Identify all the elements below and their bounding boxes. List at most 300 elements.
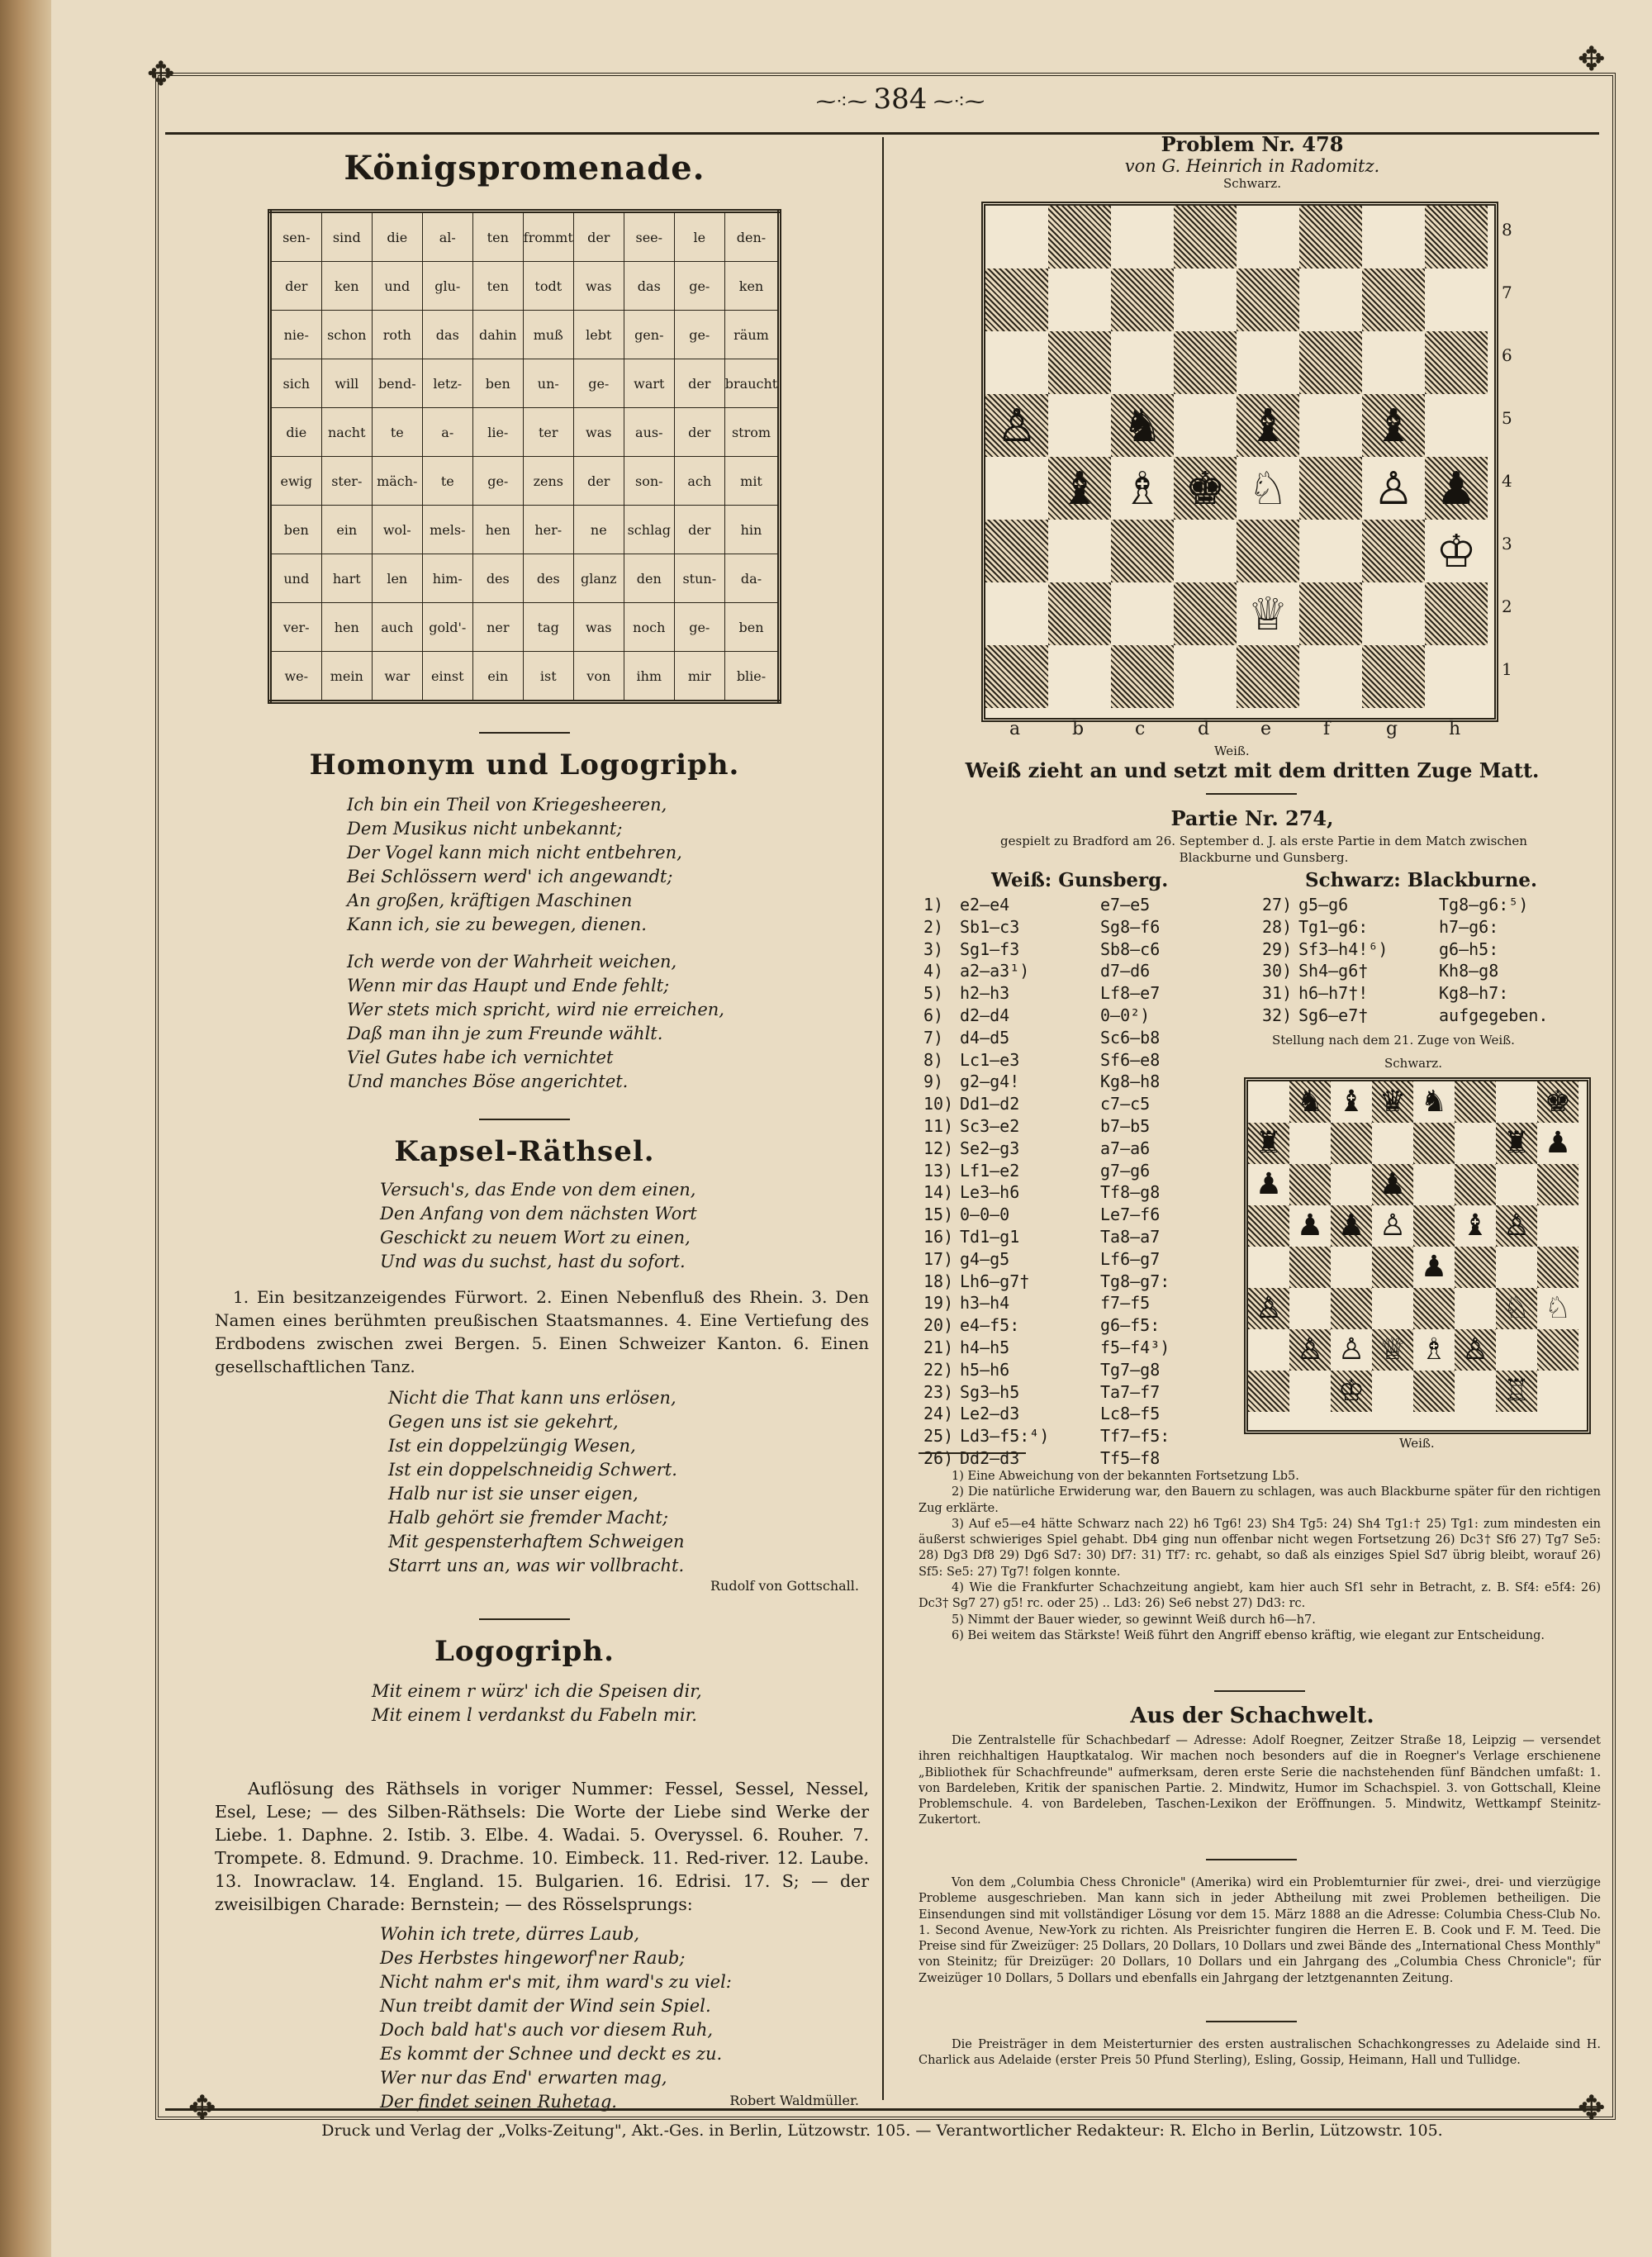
board-square (1413, 1205, 1455, 1247)
rank-label: 2 (1502, 596, 1512, 616)
board-square (1111, 645, 1174, 708)
corner-ornament: ✥ (1578, 40, 1606, 78)
board-square (1496, 1329, 1537, 1371)
grid-cell: te (372, 408, 422, 457)
aus-title: Aus der Schachwelt. (1130, 1703, 1374, 1728)
stellung-title: Stellung nach dem 21. Zuge von Weiß. (1272, 1033, 1515, 1048)
file-label: h (1449, 719, 1461, 739)
poem-line: Doch bald hat's auch vor diesem Ruh, (380, 2020, 714, 2040)
koenigspromenade-grid (268, 209, 781, 704)
grid-cell: ist (523, 652, 573, 702)
chess-piece: ♟ (1255, 1167, 1283, 1201)
white-move: g4—g5 (960, 1248, 1010, 1269)
white-move: e2—e4 (960, 895, 1010, 915)
board-square (1174, 331, 1237, 394)
white-move: Dd1—d2 (960, 1094, 1020, 1114)
poem-line: Es kommt der Schnee und deckt es zu. (380, 2044, 723, 2064)
board-square (985, 457, 1048, 520)
board-square (1413, 1288, 1455, 1329)
grid-cell: sich (269, 359, 321, 408)
move-number: 22) (923, 1359, 954, 1380)
poem-line: Geschickt zu neuem Wort zu einen, (380, 1228, 691, 1247)
chess-piece: ♝ (1247, 399, 1289, 452)
poem-line: Des Herbstes hingeworf'ner Raub; (380, 1948, 686, 1968)
board-square (1111, 520, 1174, 582)
page-number: 384 (873, 83, 928, 116)
board-square (1299, 268, 1362, 331)
grid-row (269, 457, 779, 506)
black-move: Tf7—f5: (1100, 1426, 1170, 1447)
file-label: e (1260, 719, 1272, 739)
move-row (923, 1226, 1170, 1248)
board-square (1111, 331, 1174, 394)
white-move: g5—g6 (1298, 895, 1349, 915)
board-square (1048, 268, 1111, 331)
rank-label: 5 (1502, 408, 1512, 428)
board-square (1048, 206, 1111, 268)
grid-cell: a- (422, 408, 472, 457)
poem-line: Und was du suchst, hast du sofort. (380, 1252, 686, 1271)
chess-piece: ♝ (1373, 399, 1414, 452)
grid-cell: noch (624, 603, 674, 652)
grid-cell: ver- (269, 603, 321, 652)
black-move: Tg8—g7: (1100, 1271, 1170, 1291)
grid-cell: ge- (674, 603, 724, 652)
move-row (923, 1314, 1170, 1337)
move-number: 13) (923, 1160, 954, 1181)
book-spine (0, 0, 51, 2257)
grid-cell: glu- (422, 262, 472, 311)
board-square (1455, 1123, 1496, 1164)
board-square (1237, 268, 1299, 331)
board-square (1496, 1247, 1537, 1288)
chess-piece: ♕ (1379, 1333, 1407, 1366)
grid-cell: nacht (321, 408, 372, 457)
grid-cell: blie- (724, 652, 779, 702)
chess-piece: ♘ (1502, 1291, 1531, 1325)
poem-line: Nun treibt damit der Wind sein Spiel. (380, 1996, 711, 2016)
move-row (923, 1115, 1170, 1138)
board-square (1372, 1371, 1413, 1412)
board-square (1496, 1081, 1537, 1123)
chess-piece: ♞ (1296, 1085, 1324, 1119)
board-square (985, 645, 1048, 708)
board-square (1425, 582, 1488, 645)
black-move: Le7—f6 (1100, 1205, 1161, 1225)
grid-cell: dahin (472, 311, 523, 359)
grid-cell: roth (372, 311, 422, 359)
chess-piece: ♟ (1337, 1209, 1365, 1243)
file-label: b (1072, 719, 1085, 739)
black-move: Kg8—h7: (1439, 983, 1509, 1004)
board-square (1289, 1164, 1331, 1205)
grid-cell: lebt (573, 311, 624, 359)
board-square (1048, 582, 1111, 645)
board-square (1455, 1371, 1496, 1412)
grid-cell: ken (724, 262, 779, 311)
board-square (1048, 394, 1111, 457)
black-move: Sf6—e8 (1100, 1049, 1161, 1070)
right-column (897, 132, 1607, 191)
white-move: Td1—g1 (960, 1226, 1020, 1247)
board-square (1425, 394, 1488, 457)
board-square (1289, 1123, 1331, 1164)
move-row (923, 1138, 1170, 1160)
white-move: Lh6—g7† (960, 1271, 1030, 1291)
poem-line: Mit einem r würz' ich die Speisen dir, (372, 1681, 702, 1701)
poem-line: Wohin ich trete, dürres Laub, (380, 1924, 640, 1944)
board-square (1299, 582, 1362, 645)
black-move: Sg8—f6 (1100, 916, 1161, 937)
grid-cell: hin (724, 506, 779, 554)
board-square (985, 331, 1048, 394)
chess-piece: ♜ (1255, 1126, 1283, 1160)
grid-cell: und (269, 554, 321, 603)
grid-cell: sen- (269, 211, 321, 262)
file-label: g (1386, 719, 1398, 739)
chess-piece: ♟ (1296, 1209, 1324, 1243)
board-square (1248, 1247, 1289, 1288)
poem-line: Und manches Böse angerichtet. (347, 1071, 629, 1091)
grid-cell: was (573, 262, 624, 311)
kapsel-poem-1 (380, 1178, 876, 1274)
black-move: Lf6—g7 (1100, 1248, 1161, 1269)
poem-line: Kann ich, sie zu bewegen, dienen. (347, 915, 647, 934)
problem-chessboard (981, 202, 1498, 722)
board-square (1425, 206, 1488, 268)
grid-cell: einst (422, 652, 472, 702)
chess-piece: ♙ (1373, 462, 1414, 515)
poem-line: Ist ein doppelzüngig Wesen, (388, 1436, 636, 1456)
move-number: 10) (923, 1094, 954, 1114)
grid-cell: der (269, 262, 321, 311)
grid-cell: da- (724, 554, 779, 603)
problem-author: von G. Heinrich in Radomitz. (1124, 156, 1380, 176)
poem-line: An großen, kräftigen Maschinen (347, 891, 633, 910)
move-number: 17) (923, 1248, 954, 1269)
board-square (1537, 1247, 1578, 1288)
footnote: 6) Bei weitem das Stärkste! Weiß führt den Angriff ebenso kräftig, wie elegant zur Entscheidung. (952, 1628, 1545, 1642)
grid-cell: ster- (321, 457, 372, 506)
board-square (1237, 331, 1299, 394)
left-column (173, 142, 876, 2112)
black-move: Tg8—g6:⁵) (1439, 895, 1529, 915)
move-row (923, 1093, 1170, 1115)
board-square (1237, 645, 1299, 708)
black-move: Ta7—f7 (1100, 1381, 1161, 1402)
grid-cell: gen- (624, 311, 674, 359)
file-label: d (1198, 719, 1210, 739)
white-move: Le3—h6 (960, 1182, 1020, 1203)
grid-cell: mein (321, 652, 372, 702)
board-square (985, 582, 1048, 645)
poem-line: Den Anfang von dem nächsten Wort (380, 1204, 697, 1224)
black-player: Schwarz: Blackburne. (1305, 869, 1538, 891)
grid-cell: hart (321, 554, 372, 603)
grid-cell: her- (523, 506, 573, 554)
move-number: 28) (1262, 916, 1293, 937)
kapsel-poem-2 (388, 1386, 876, 1578)
grid-cell: see- (624, 211, 674, 262)
grid-row (269, 506, 779, 554)
white-move: Dd2—d3 (960, 1447, 1020, 1468)
chess-piece: ♔ (1337, 1374, 1365, 1408)
chess-piece: ♔ (1436, 525, 1477, 577)
white-move: Sf3—h4!⁶) (1298, 938, 1389, 959)
stellung-black-label: Schwarz. (1384, 1056, 1442, 1071)
separator (479, 1119, 570, 1120)
grid-cell: zens (523, 457, 573, 506)
white-move: Tg1—g6: (1298, 916, 1369, 937)
move-row (1262, 894, 1548, 916)
grid-cell: ken (321, 262, 372, 311)
grid-cell: bend- (372, 359, 422, 408)
move-row (923, 1337, 1170, 1359)
footnote: 4) Wie die Frankfurter Schachzeitung angiebt, kam hier auch Sf1 sehr in Betracht, z. B. Sf4: e5f4: 26) Dc3† Sg7 27) g5! rc. oder 25) .. Ld3: 26) Se6 nebst 27) Dd3: rc. (919, 1581, 1601, 1611)
white-move: Lc1—e3 (960, 1049, 1020, 1070)
poem-line: Nicht die That kann uns erlösen, (388, 1388, 676, 1408)
move-row (923, 1005, 1170, 1027)
board-square (1455, 1247, 1496, 1288)
grid-cell: ben (472, 359, 523, 408)
grid-cell: der (573, 457, 624, 506)
board-square (1048, 520, 1111, 582)
poem-line: Ist ein doppelschneidig Schwert. (388, 1460, 677, 1480)
grid-row (269, 311, 779, 359)
move-number: 8) (923, 1049, 944, 1070)
grid-cell: die (269, 408, 321, 457)
move-number: 27) (1262, 895, 1293, 915)
poem-line: Der findet seinen Ruhetag. (380, 2092, 617, 2112)
kapsel-title: Kapsel-Räthsel. (394, 1135, 655, 1168)
grid-cell: stun- (674, 554, 724, 603)
board-square (1289, 1371, 1331, 1412)
white-move: d4—d5 (960, 1027, 1010, 1048)
aus-paragraph-3: Die Preisträger in dem Meisterturnier des ersten australischen Schachkongresses zu Adelaide sind H. Charlick aus Adelaide (erster Preis 50 Pfund Sterling), Esling, Gossip, Heimann, Hall und Tullidge. (919, 2038, 1601, 2068)
white-move: a2—a3¹) (960, 961, 1030, 981)
grid-row (269, 262, 779, 311)
chess-piece: ♙ (1502, 1209, 1531, 1243)
move-number: 7) (923, 1027, 944, 1048)
chess-piece: ♘ (1247, 462, 1289, 515)
chess-piece: ♞ (1420, 1085, 1448, 1119)
moves-list-right (1262, 894, 1548, 1027)
footnotes (919, 1469, 1601, 1644)
board-square (1331, 1247, 1372, 1288)
poem-line: Wenn mir das Haupt und Ende fehlt; (347, 976, 670, 995)
board-square (985, 520, 1048, 582)
board-square (1362, 206, 1425, 268)
white-move: h5—h6 (960, 1359, 1010, 1380)
grid-cell: hen (472, 506, 523, 554)
move-row (1262, 960, 1548, 982)
poem-line: Der Vogel kann mich nicht entbehren, (347, 843, 682, 862)
board-square (1299, 331, 1362, 394)
chess-piece: ♝ (1461, 1209, 1489, 1243)
separator (1214, 1690, 1305, 1692)
grid-cell: von (573, 652, 624, 702)
black-move: Sb8—c6 (1100, 938, 1161, 959)
grid-cell: und (372, 262, 422, 311)
black-move: Kg8—h8 (1100, 1071, 1161, 1092)
poem-line: Viel Gutes habe ich vernichtet (347, 1048, 614, 1067)
grid-cell: muß (523, 311, 573, 359)
poem-line: Halb nur ist sie unser eigen, (388, 1484, 638, 1504)
board-square (1537, 1371, 1578, 1412)
kapsel-signature: Rudolf von Gottschall. (710, 1578, 859, 1594)
board-square (1289, 1288, 1331, 1329)
grid-cell: schon (321, 311, 372, 359)
aus-paragraph-2: Von dem „Columbia Chess Chronicle" (Amerika) wird ein Problemturnier für zwei-, drei- und vierzügige Probleme ausgeschrieben. Man kann sich in jeder Abtheilung mit zwei Problemen betheiligen. Die Einsendungen sind mit vollständiger Lösung vor dem 15. März 1888 an die Adresse: Columbia Chess-Club No. 1. Second Avenue, New-York zu richten. Als Preisrichter fungiren die Herren E. B. Cook und F. M. Teed. Die Preise sind für Zweizüger: 25 Dollars, 20 Dollars, 10 Dollars und zwei Bände des „International Chess Monthly" von Steinitz; für Dreizüger: 20 Dollars, 10 Dollars und ein Jahrgang des „Columbia Chess Chronicle"; für Zweizüger 10 Dollars, 5 Dollars und ebenfalls ein Jahrgang der letztgenannten Zeitung. (919, 1876, 1601, 1985)
move-number: 12) (923, 1138, 954, 1158)
chess-piece: ♟ (1420, 1250, 1448, 1284)
rank-label: 4 (1502, 471, 1512, 491)
grid-cell: schlag (624, 506, 674, 554)
board-square (1174, 582, 1237, 645)
board-square (1362, 331, 1425, 394)
white-move: Ld3—f5:⁴) (960, 1426, 1050, 1447)
grid-cell: nie- (269, 311, 321, 359)
grid-cell: ge- (472, 457, 523, 506)
board-square (1455, 1288, 1496, 1329)
white-move: 0—0—0 (960, 1205, 1010, 1225)
white-move: h2—h3 (960, 983, 1010, 1004)
chess-piece: ♝ (1337, 1085, 1365, 1119)
white-move: Sc3—e2 (960, 1115, 1020, 1136)
separator (479, 1618, 570, 1620)
board-square (1331, 1288, 1372, 1329)
separator (479, 732, 570, 734)
chess-piece: ♙ (996, 399, 1037, 452)
logogriph-title: Logogriph. (434, 1635, 615, 1668)
board-square (1299, 520, 1362, 582)
black-move: c7—c5 (1100, 1094, 1151, 1114)
black-move: 0—0²) (1100, 1005, 1151, 1025)
grid-cell: den (624, 554, 674, 603)
move-row (923, 938, 1170, 961)
white-move: h6—h7†! (1298, 983, 1369, 1004)
corner-ornament: ✥ (188, 2089, 216, 2127)
grid-cell: todt (523, 262, 573, 311)
rank-label: 8 (1502, 220, 1512, 240)
move-number: 9) (923, 1071, 944, 1092)
problem-white-label: Weiß. (1214, 744, 1250, 758)
grid-cell: len (372, 554, 422, 603)
move-row (923, 916, 1170, 938)
move-row (1262, 938, 1548, 961)
move-row (1262, 916, 1548, 938)
move-number: 32) (1262, 1005, 1293, 1025)
chess-piece: ♙ (1379, 1209, 1407, 1243)
black-move: Tf5—f8 (1100, 1447, 1161, 1468)
poem-line: Ich werde von der Wahrheit weichen, (347, 952, 677, 972)
rank-label: 6 (1502, 345, 1512, 365)
black-move: Ta8—a7 (1100, 1226, 1161, 1247)
board-square (1237, 520, 1299, 582)
grid-cell: ewig (269, 457, 321, 506)
board-square (1496, 1164, 1537, 1205)
chess-piece: ♙ (1461, 1333, 1489, 1366)
grid-cell: glanz (573, 554, 624, 603)
black-move: d7—d6 (1100, 961, 1151, 981)
footer-rule (165, 2108, 1599, 2111)
koenigs-title: Königspromenade. (344, 149, 705, 188)
chess-piece: ♙ (1296, 1333, 1324, 1366)
poem-line: Bei Schlössern werd' ich angewandt; (347, 867, 673, 886)
board-square (1455, 1164, 1496, 1205)
move-number: 14) (923, 1182, 954, 1203)
move-row (923, 1359, 1170, 1381)
white-move: e4—f5: (960, 1315, 1020, 1336)
move-number: 24) (923, 1404, 954, 1424)
grid-cell: ter (523, 408, 573, 457)
footnote: 5) Nimmt der Bauer wieder, so gewinnt Weiß durch h6—h7. (952, 1613, 1316, 1627)
chess-piece: ♙ (1337, 1333, 1365, 1366)
grid-cell: ne (573, 506, 624, 554)
move-number: 5) (923, 983, 944, 1004)
black-move: a7—a6 (1100, 1138, 1151, 1158)
board-square (1111, 206, 1174, 268)
chess-piece: ♙ (1255, 1291, 1283, 1325)
grid-cell: lie- (472, 408, 523, 457)
grid-cell: un- (523, 359, 573, 408)
homonym-poem-2 (347, 950, 876, 1094)
grid-cell: ge- (573, 359, 624, 408)
grid-cell: was (573, 408, 624, 457)
grid-cell: son- (624, 457, 674, 506)
grid-cell: räum (724, 311, 779, 359)
white-move: Sg1—f3 (960, 938, 1020, 959)
aufloesung-text: Auflösung des Räthsels in voriger Nummer: Fessel, Sessel, Nessel, Esel, Lese; — des Silben-Räthsels: Die Worte der Liebe sind Werke der Liebe. 1. Daphne. 2. Istib. 3. Elbe. 4. Wadai. 5. Overyssel. 6. Rouher. 7. Trompete. 8. Edmund. 9. Drachme. 10. Eimbeck. 11. Red-river. 12. Laube. 13. Inowraclaw. 14. England. 15. Bulgarien. 16. Edrisi. 17. S; — der zweisilbigen Charade: Bernstein; — des Rösselsprungs: (215, 1779, 869, 1914)
board-square (1362, 520, 1425, 582)
board-square (1331, 1164, 1372, 1205)
chess-piece: ♖ (1502, 1374, 1531, 1408)
file-label: f (1323, 719, 1331, 739)
move-row (923, 1248, 1170, 1271)
board-square (1362, 582, 1425, 645)
grid-cell: ein (321, 506, 372, 554)
board-square (1111, 582, 1174, 645)
grid-cell: war (372, 652, 422, 702)
corner-ornament: ✥ (1578, 2089, 1606, 2127)
move-number: 25) (923, 1426, 954, 1447)
board-square (1299, 645, 1362, 708)
move-number: 20) (923, 1315, 954, 1336)
grid-row (269, 554, 779, 603)
board-square (985, 268, 1048, 331)
black-move: f5—f4³) (1100, 1337, 1170, 1357)
board-square (1174, 394, 1237, 457)
chess-piece: ♟ (1379, 1167, 1407, 1201)
chess-piece: ♞ (1122, 399, 1163, 452)
move-row (923, 1425, 1170, 1447)
grid-cell: ihm (624, 652, 674, 702)
black-move: Tg7—g8 (1100, 1359, 1161, 1380)
grid-cell: ten (472, 262, 523, 311)
grid-cell: aus- (624, 408, 674, 457)
move-row (923, 1447, 1170, 1470)
board-square (1299, 206, 1362, 268)
board-square (1289, 1247, 1331, 1288)
kapsel-clues: 1. Ein besitzanzeigendes Fürwort. 2. Einen Nebenfluß des Rhein. 3. Den Namen eines berühmten preußischen Staatsmannes. 4. Eine Vertiefung des Erdbodens zwischen zwei Bergen. 5. Einen Schweizer Kanton. 6. Einen gesellschaftlichen Tanz. (215, 1287, 869, 1376)
black-move: Sc6—b8 (1100, 1027, 1161, 1048)
board-square (1048, 331, 1111, 394)
board-square (1174, 206, 1237, 268)
poem-line: Gegen uns ist sie gekehrt, (388, 1412, 619, 1432)
black-move: f7—f5 (1100, 1293, 1151, 1314)
grid-cell: des (472, 554, 523, 603)
move-row (923, 1027, 1170, 1049)
